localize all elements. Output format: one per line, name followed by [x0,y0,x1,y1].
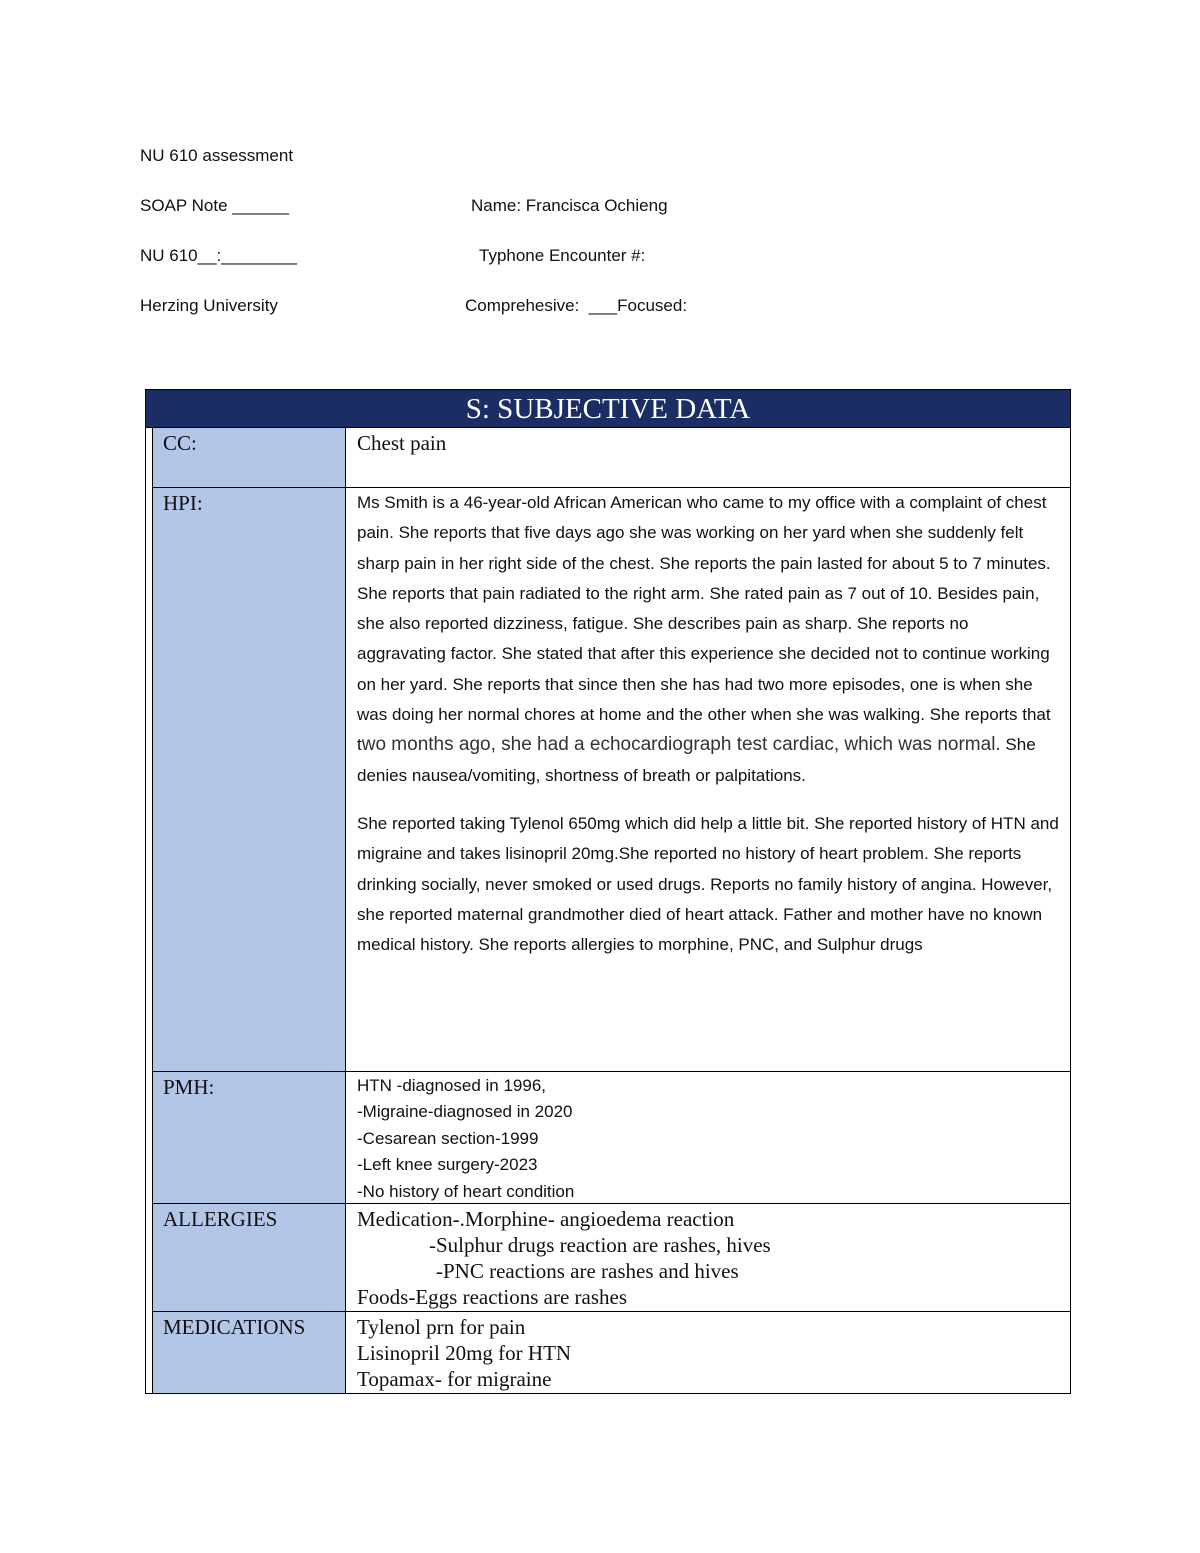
pmh-item: -Cesarean section-1999 [357,1128,539,1148]
cc-row [152,428,1070,488]
pmh-item: -No history of heart condition [357,1181,575,1201]
pmh-label: PMH: [153,1072,346,1203]
encounter-number: Typhone Encounter #: [479,246,646,265]
note-type: Comprehesive: ___Focused: [465,296,688,315]
hpi-paragraph-1 [357,488,1060,791]
section-title: S: SUBJECTIVE DATA [146,390,1070,428]
hpi-text-b: wo months ago, she had a echocardiograph test cardiac, which was normal. [361,734,1001,756]
hpi-paragraph-2: She reported taking Tylenol 650mg which did help a little bit. She reported history of HTN and migraine and takes lisinopril 20mg.She reported no history of heart problem. She reports drinking socially, never smoked or used drugs. Reports no family history of angina. However, she reported maternal grandmother died of heart attack. Father and mother have no known medical history. She reports allergies to morphine, PNC, and Sulphur drugs [357,813,1059,955]
allergy-item: -Sulphur drugs reaction are rashes, hives [429,1233,771,1257]
hpi-label: HPI: [153,488,346,1071]
medication-item: Topamax- for migraine [357,1367,552,1391]
medication-item: Lisinopril 20mg for HTN [357,1341,572,1365]
pmh-row [152,1072,1070,1204]
allergy-item: Foods-Eggs reactions are rashes [357,1285,628,1309]
course-code: NU 610__:________ [140,246,297,265]
pmh-item: -Migraine-diagnosed in 2020 [357,1102,573,1122]
soap-note-label: SOAP Note ______ [140,196,290,215]
medication-item: Tylenol prn for pain [357,1315,526,1339]
medications-label: MEDICATIONS [153,1312,346,1393]
course-line: NU 610 assessment [140,146,294,165]
cc-label: CC: [153,428,346,487]
pmh-item: -Left knee surgery-2023 [357,1155,538,1175]
allergies-label: ALLERGIES [153,1204,346,1311]
university: Herzing University [140,296,278,315]
allergies-value [346,1204,1070,1311]
pmh-item: HTN -diagnosed in 1996, [357,1076,547,1095]
allergy-item: Medication-.Morphine- angioedema reaction [357,1207,735,1231]
cc-value: Chest pain [357,431,447,455]
medications-row [152,1312,1070,1393]
hpi-row [152,488,1070,1072]
medications-value [346,1312,1070,1393]
allergies-row [152,1204,1070,1312]
hpi-text-c: She denies nausea/vomiting, shortness of breath or palpitations. [357,735,1036,785]
hpi-text-a: Ms Smith is a 46-year-old African American who came to my office with a complaint of chest pain. She reports that five days ago she was working on her yard when she suddenly felt sharp pain in her right side of the chest. She reports the pain lasted for about 5 to 7 minutes. She reports that pain radiated to the right arm. She rated pain as 7 out of 10. Besides pain, she also reported dizziness, fatigue. She describes pain as sharp. She reports no aggravating factor. She stated that after this experience she decided not to continue working on her yard. She reports that since then she has had two more episodes, one is when she was doing her normal chores at home and the other when she was walking. She reports that t [357,493,1051,755]
student-name: Name: Francisca Ochieng [471,196,668,215]
hpi-value [346,488,1070,1071]
allergy-item: -PNC reactions are rashes and hives [436,1259,739,1283]
pmh-value [346,1072,1070,1203]
soap-subjective-table [145,389,1071,1394]
